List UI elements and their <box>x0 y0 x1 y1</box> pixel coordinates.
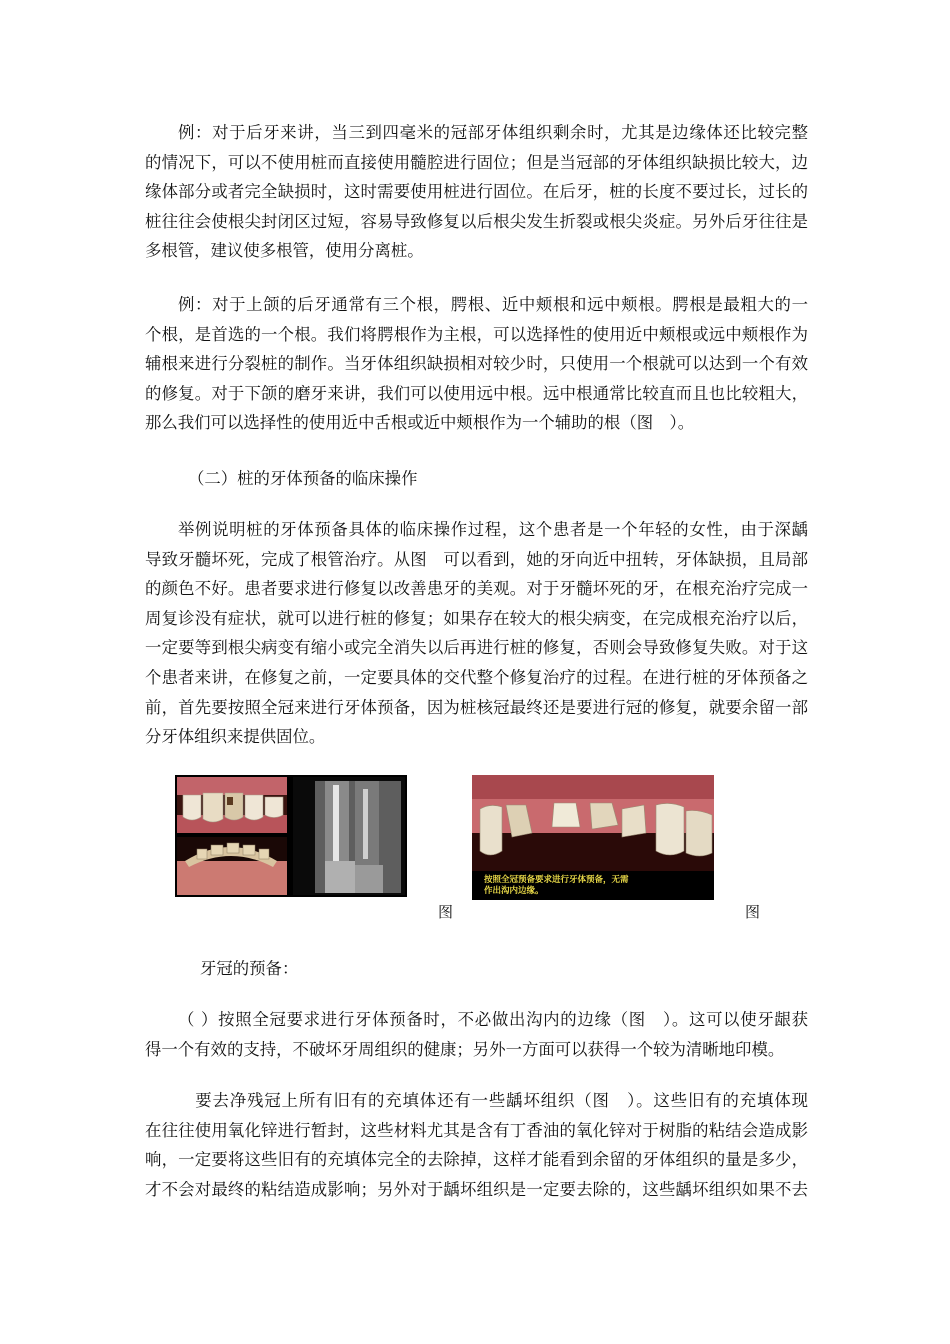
text-line: 周复诊没有症状，就可以进行桩的修复；如果存在较大的根尖病变，在完成根充治疗以后， <box>145 608 808 628</box>
text-line: 要去净残冠上所有旧有的充填体还有一些龋坏组织（图 ）。这些旧有的充填体现 <box>178 1091 808 1110</box>
overlay-line: 按照全冠预备要求进行牙体预备，无需 <box>484 875 629 885</box>
figure-left-caption: 图 <box>438 903 454 921</box>
text-line: 的修复。对于下颌的磨牙来讲，我们可以使用远中根。远中根通常比较直而且也比较粗大， <box>145 383 808 403</box>
text-line: 个根，是首选的一个根。我们将腭根作为主根，可以选择性的使用近中颊根或远中颊根作为 <box>145 324 808 344</box>
text-line: 响，一定要将这些旧有的充填体完全的去除掉，这样才能看到余留的牙体组织的量是多少， <box>145 1150 808 1170</box>
text-line: 例：对于后牙来讲，当三到四毫米的冠部牙体组织剩余时，尤其是边缘体还比较完整 <box>178 123 808 142</box>
text-line: 得一个有效的支持，不破坏牙周组织的健康；另外一方面可以获得一个较为清晰地印模。 <box>145 1039 785 1059</box>
text-line: 导致牙髓坏死，完成了根管治疗。从图 可以看到，她的牙向近中扭转，牙体缺损，且局部 <box>145 549 808 569</box>
text-line: 分牙体组织来提供固位。 <box>145 727 326 747</box>
figure-right-caption: 图 <box>745 903 761 921</box>
text-line: 缘体部分或者完全缺损时，这时需要使用桩进行固位。在后牙，桩的长度不要过长，过长的 <box>145 182 808 202</box>
text-line: 多根管，建议使多根管，使用分离桩。 <box>145 241 424 261</box>
figure-right-overlay-text <box>484 875 712 897</box>
text-line: 才不会对最终的粘结造成影响；另外对于龋坏组织是一定要去除的，这些龋坏组织如果不去 <box>145 1179 808 1199</box>
text-line: 辅根来进行分裂桩的制作。当牙体组织缺损相对较少时，只使用一个根就可以达到一个有效 <box>145 354 808 374</box>
text-line: 例：对于上颌的后牙通常有三个根，腭根、近中颊根和远中颊根。腭根是最粗大的一 <box>178 295 808 314</box>
text-line: 个患者来讲，在修复之前，一定要具体的交代整个修复治疗的过程。在进行桩的牙体预备之 <box>145 667 808 687</box>
paragraph-full-crown-requirement <box>145 1005 808 1064</box>
text-line: 在往往使用氧化锌进行暂封，这些材料尤其是含有丁香油的氧化锌对于树脂的粘结会造成影 <box>145 1120 808 1140</box>
paragraph-posterior-teeth <box>145 118 808 266</box>
text-line: 的颜色不好。患者要求进行修复以改善患牙的美观。对于牙髓坏死的牙，在根充治疗完成一 <box>145 579 808 599</box>
text-line: 前，首先要按照全冠来进行牙体预备，因为桩核冠最终还是要进行冠的修复，就要余留一部 <box>145 697 808 717</box>
text-line: 的情况下，可以不使用桩而直接使用髓腔进行固位；但是当冠部的牙体组织缺损比较大，边 <box>145 152 808 172</box>
section-heading: （二）桩的牙体预备的临床操作 <box>188 469 418 488</box>
text-line: 桩往往会使根尖封闭区过短，容易导致修复以后根尖发生折裂或根尖炎症。另外后牙往往是 <box>145 211 808 231</box>
figure-left-drawing <box>175 775 407 897</box>
paragraph-clinical-case <box>145 515 808 752</box>
paragraph-maxillary-roots <box>145 290 808 438</box>
text-line: 一定要等到根尖病变有缩小或完全消失以后再进行桩的修复，否则会导致修复失败。对于这 <box>145 638 808 658</box>
subheading-crown-preparation: 牙冠的预备： <box>200 959 299 978</box>
figure-left-clinical-photos <box>175 775 407 897</box>
figure-right-tooth-preparation <box>472 775 714 900</box>
text-line: （ ）按照全冠要求进行牙体预备时，不必做出沟内的边缘（图 ）。这可以使牙龈获 <box>178 1010 808 1029</box>
paragraph-remove-old-fillings <box>145 1086 808 1204</box>
text-line: 那么我们可以选择性的使用近中舌根或近中颊根作为一个辅助的根（图 ）。 <box>145 413 695 433</box>
overlay-line: 作出沟内边缘。 <box>484 886 544 896</box>
text-line: 举例说明桩的牙体预备具体的临床操作过程，这个患者是一个年轻的女性，由于深龋 <box>178 520 808 539</box>
